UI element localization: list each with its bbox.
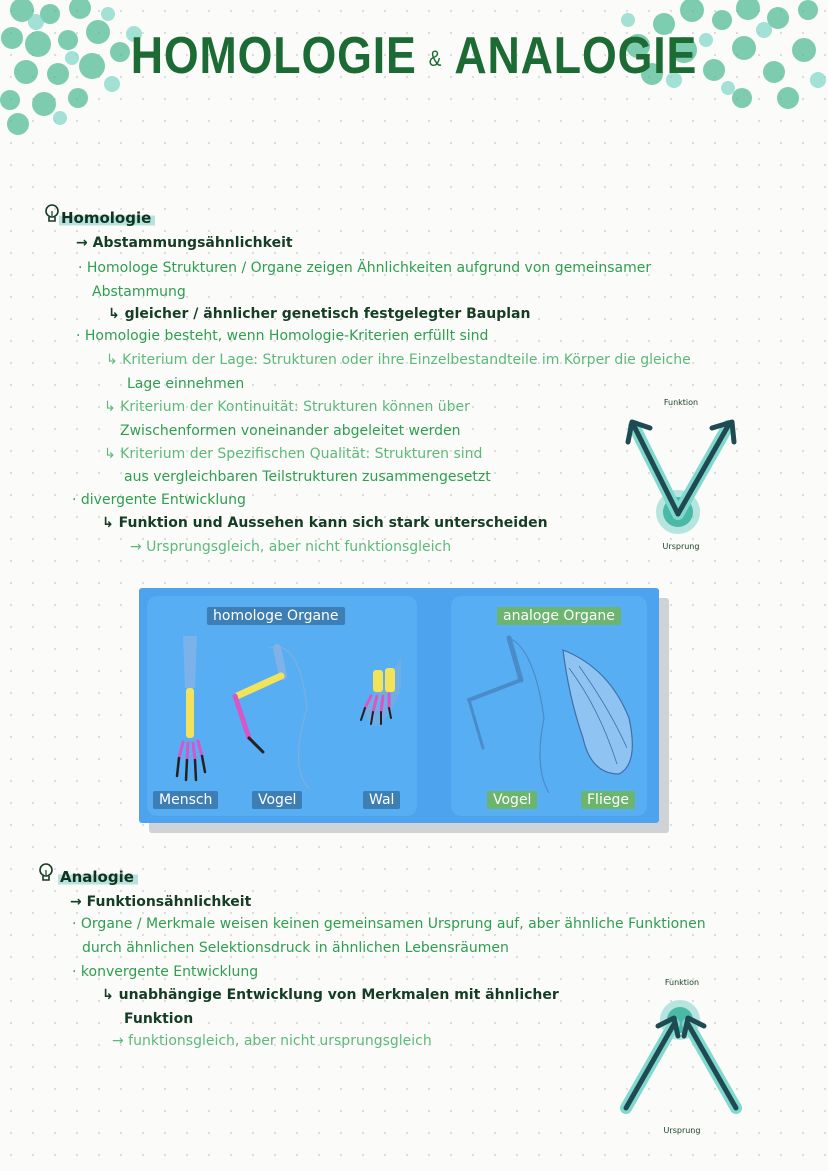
- whale-flipper-icon: [361, 658, 401, 726]
- homologie-line-11: aus vergleichbaren Teilstrukturen zusammengesetzt: [124, 469, 491, 485]
- homolog-title: homologe Organe: [207, 607, 345, 625]
- title-left: HOMOLOGIE: [130, 27, 417, 85]
- divergence-bottom-label: Ursprung: [662, 542, 700, 551]
- convergence-bottom-label: Ursprung: [663, 1126, 701, 1135]
- homologie-heading: Homologie: [59, 209, 155, 227]
- homologie-line-9: Zwischenformen voneinander abgeleitet werden: [120, 423, 461, 439]
- label-vogel-analog: Vogel: [487, 791, 537, 809]
- analogie-line-2: · Organe / Merkmale weisen keinen gemeinsamen Ursprung auf, aber ähnliche Funktionen: [72, 916, 706, 932]
- bird-wing-icon: [235, 647, 309, 788]
- label-vogel-homolog: Vogel: [252, 791, 302, 809]
- analog-title: analoge Organe: [497, 607, 621, 625]
- homologie-line-3: Abstammung: [92, 284, 186, 300]
- divergence-arrows-icon: [616, 408, 746, 538]
- label-wal: Wal: [363, 791, 400, 809]
- organ-illustrations: [139, 588, 659, 823]
- analog-bird-wing-icon: [469, 638, 549, 793]
- analogie-line-7: → funktionsgleich, aber nicht ursprungsgleich: [112, 1033, 432, 1049]
- homologie-line-12: · divergente Entwicklung: [72, 492, 246, 508]
- human-arm-icon: [177, 636, 205, 780]
- insect-wing-icon: [563, 650, 632, 774]
- analogie-heading: Analogie: [58, 868, 138, 886]
- homologie-line-1: → Abstammungsähnlichkeit: [76, 235, 293, 251]
- convergence-diagram: [612, 974, 752, 1144]
- label-fliege: Fliege: [581, 791, 635, 809]
- title-ampersand: &: [428, 46, 443, 72]
- homologie-line-2: · Homologe Strukturen / Organe zeigen Ähnlichkeiten aufgrund von gemeinsamer: [78, 260, 652, 276]
- analogie-line-6: Funktion: [124, 1011, 194, 1027]
- analogie-line-3: durch ähnlichen Selektionsdruck in ähnlichen Lebensräumen: [82, 940, 509, 956]
- homologie-line-4: ↳ gleicher / ähnlicher genetisch festgelegter Bauplan: [108, 306, 531, 322]
- homologie-line-7: Lage einnehmen: [127, 376, 245, 392]
- analogie-line-4: · konvergente Entwicklung: [72, 964, 259, 980]
- lightbulb-icon: [38, 862, 54, 884]
- homologie-line-8: ↳ Kriterium der Kontinuität: Strukturen können über: [104, 399, 470, 415]
- analogie-line-5: ↳ unabhängige Entwicklung von Merkmalen mit ähnlicher: [102, 987, 559, 1003]
- label-mensch: Mensch: [153, 791, 218, 809]
- analogie-line-1: → Funktionsähnlichkeit: [70, 894, 252, 910]
- divergence-top-label: Funktion: [663, 398, 699, 407]
- homologie-line-14: → Ursprungsgleich, aber nicht funktionsgleich: [130, 539, 452, 555]
- homologie-line-5: · Homologie besteht, wenn Homologie-Kriterien erfüllt sind: [76, 328, 489, 344]
- convergence-arrows-icon: [612, 988, 752, 1118]
- homologie-line-13: ↳ Funktion und Aussehen kann sich stark unterscheiden: [102, 515, 548, 531]
- homologie-line-6: ↳ Kriterium der Lage: Strukturen oder ihre Einzelbestandteile im Körper die gleiche: [106, 352, 691, 368]
- divergence-diagram: [616, 394, 746, 559]
- convergence-top-label: Funktion: [664, 978, 700, 987]
- title-right: ANALOGIE: [454, 27, 698, 85]
- page-title: [58, 26, 770, 86]
- lightbulb-icon: [44, 203, 60, 225]
- homologie-line-10: ↳ Kriterium der Spezifischen Qualität: Strukturen sind: [104, 446, 483, 462]
- organ-comparison-figure: [139, 588, 659, 823]
